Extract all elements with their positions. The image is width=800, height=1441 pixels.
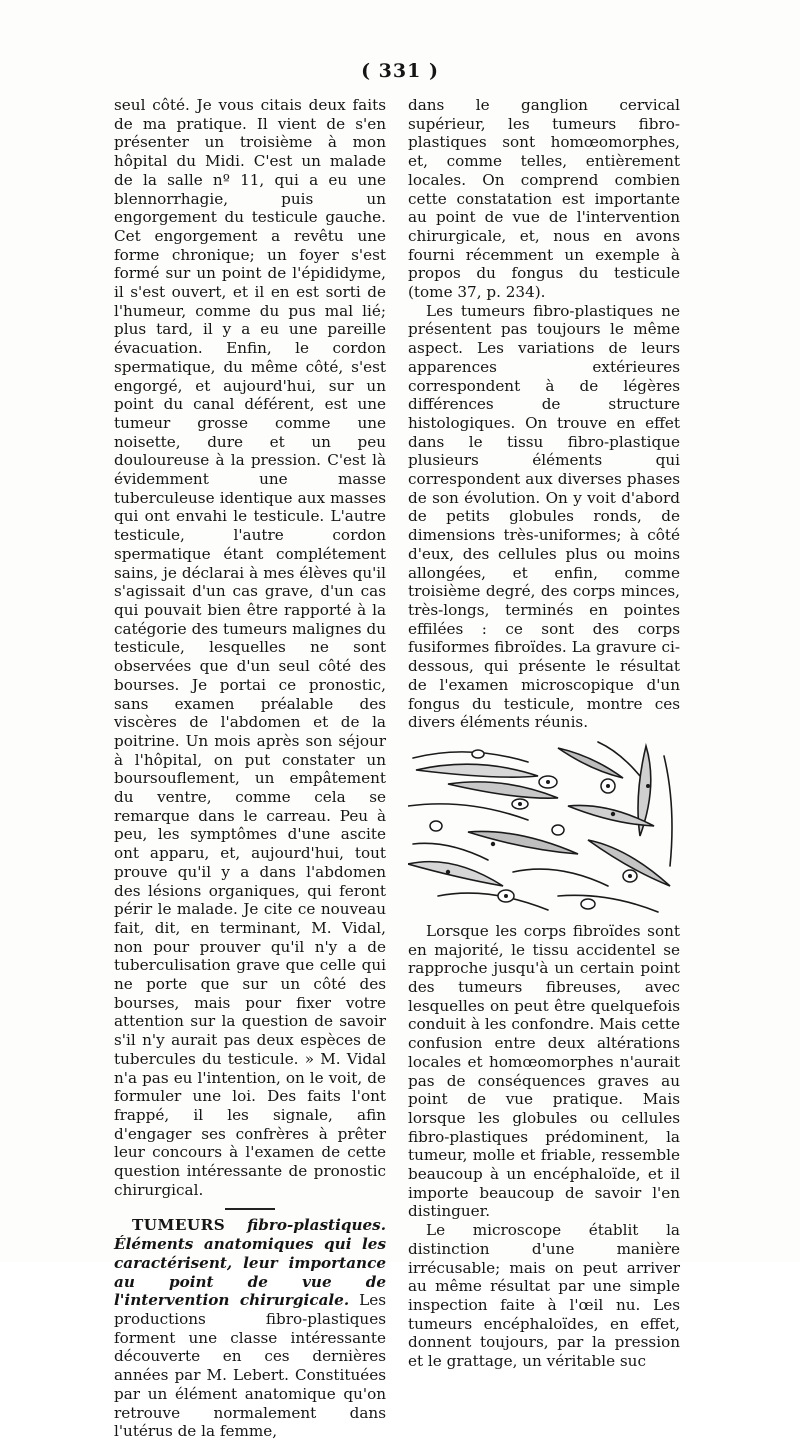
nucleus (628, 874, 632, 878)
globule (430, 821, 442, 831)
fiber-cell (408, 804, 528, 820)
page-number: ( 331 ) (361, 60, 439, 82)
nucleus (646, 784, 650, 788)
fiber-cell (558, 748, 623, 778)
section-heading-caps: TUMEURS (132, 1216, 226, 1235)
fiber-cell (664, 756, 672, 866)
globule (552, 825, 564, 835)
globule (581, 899, 595, 909)
right-paragraph-2: Les tumeurs fibro-plastiques ne présentent pas toujours le même aspect. Les variations de leurs apparences extérieures correspondent à de légères différences de structure histologiques. On trouve en effet dans le tissu fibro-plastique plusieurs éléments qui correspondent aux diverses phases de son évolution. On y voit d'abord de petits globules ronds, de dimensions très-uniformes; à côté d'eux, des cellules plus ou moins allongées, et enfin, comme troisième degré, des corps minces, très-longs, terminés en pointes effilées : ce sont des corps fusiformes fibroïdes. La gravure ci-dessous, qui présente le résultat de l'examen microscopique d'un fongus du testicule, montre ces divers éléments réunis. (408, 301, 680, 732)
nucleus (546, 780, 550, 784)
nucleus (606, 784, 610, 788)
fiber-cell (438, 893, 548, 910)
section-heading (114, 1216, 386, 1440)
nucleus (504, 894, 508, 898)
fiber-cell (413, 752, 528, 762)
left-paragraph-2: Les productions fibro-plastiques forment une classe intéressante découverte en ces dernières années par M. Lebert. Constituées par un élément anatomique qu'on retrouve normalement dans l'utérus de la femme, (114, 1291, 386, 1441)
nucleus (446, 870, 450, 874)
section-heading-italic: fibro-plastiques. Éléments anatomiques qui les caractérisent, leur importance au point de vue de l'intervention chirurgicale. (114, 1216, 386, 1310)
left-paragraph-1: seul côté. Je vous citais deux faits de ma pratique. Il vient de s'en présenter un troisième à mon hôpital du Midi. C'est un malade de la salle nº 11, qui a eu une blennorrhagie, puis un engorgement du testicule gauche. Cet engorgement a revêtu une forme chronique; un foyer s'est formé sur un point de l'épididyme, il s'est ouvert, et il en est sorti de l'humeur, comme du pus mal lié; plus tard, il y a eu une pareille évacuation. Enfin, le cordon spermatique, du même côté, s'est engorgé, et aujourd'hui, sur un point du canal déférent, est une tumeur grosse comme une noisette, dure et un peu douloureuse à la pression. C'est là évidemment une masse tuberculeuse identique aux masses qui ont envahi le testicule. L'autre testicule, l'autre cordon spermatique étant complétement sains, je déclarai à mes élèves qu'il s'agissait d'un cas grave, d'un cas qui pouvait bien être rapporté à la catégorie des tumeurs malignes du testicule, lesquelles ne sont observées que d'un seul côté des bourses. Je portai ce pronostic, sans examen préalable des viscères de l'abdomen et de la poitrine. Un mois après son séjour à l'hôpital, on put constater un boursouflement, un empâtement du ventre, comme cela se remarque dans le carreau. Peu à peu, les symptômes d'une ascite ont apparu, et, aujourd'hui, tout prouve qu'il y a dans l'abdomen des lésions organiques, qui feront périr le malade. Je cite ce nouveau fait, dit, en terminant, M. Vidal, non pour prouver qu'il n'y a de tuberculisation grave que celle qui ne porte que sur un côté des bourses, mais pour fixer votre attention sur la question de savoir s'il n'y aurait pas deux espèces de tubercules du testicule. » M. Vidal n'a pas eu l'intention, on le voit, de formuler une loi. Des faits l'ont frappé, il les signale, afin d'engager ses confrères à prêter leur concours à l'examen de cette question intéressante de pronostic chirurgical. (114, 96, 386, 1199)
right-paragraph-1: dans le ganglion cervical supérieur, les tumeurs fibro-plastiques sont homœomorphes, et, comme telles, entièrement locales. On comprend combien cette constatation est importante au point de vue de l'intervention chirurgicale, et, nous en avons fourni récemment un exemple à propos du fongus du testicule (tome 37, p. 234). (408, 96, 680, 302)
nucleus (611, 812, 615, 816)
right-paragraph-4: Le microscope établit la distinction d'une manière irrécusable; mais on peut arriver au même résultat par une simple inspection faite à l'œil nu. Les tumeurs encéphaloïdes, en effet, donnent toujours, par la pression et le grattage, un véritable suc (408, 1221, 680, 1371)
nucleus (518, 802, 522, 806)
fiber-cell (408, 862, 503, 886)
fiber-cell (513, 869, 608, 886)
microscope-engraving-icon (408, 736, 680, 916)
fiber-cell (413, 843, 488, 860)
nucleus (491, 842, 495, 846)
section-divider (225, 1208, 275, 1210)
globule (472, 750, 484, 758)
fiber-cell (558, 895, 658, 912)
right-column (408, 96, 680, 1371)
fiber-cell (416, 764, 538, 777)
left-column (114, 96, 386, 1441)
right-paragraph-3: Lorsque les corps fibroïdes sont en majorité, le tissu accidentel se rapproche jusqu'à un certain point des tumeurs fibreuses, avec lesquelles on peut être quelquefois conduit à les confondre. Mais cette confusion entre deux altérations locales et homœomorphes n'aurait pas de conséquences graves au point de vue pratique. Mais lorsque les globules ou cellules fibro-plastiques prédominent, la tumeur, molle et friable, ressemble beaucoup à un encéphaloïde, et il importe beaucoup de savoir l'en distinguer. (408, 921, 680, 1221)
